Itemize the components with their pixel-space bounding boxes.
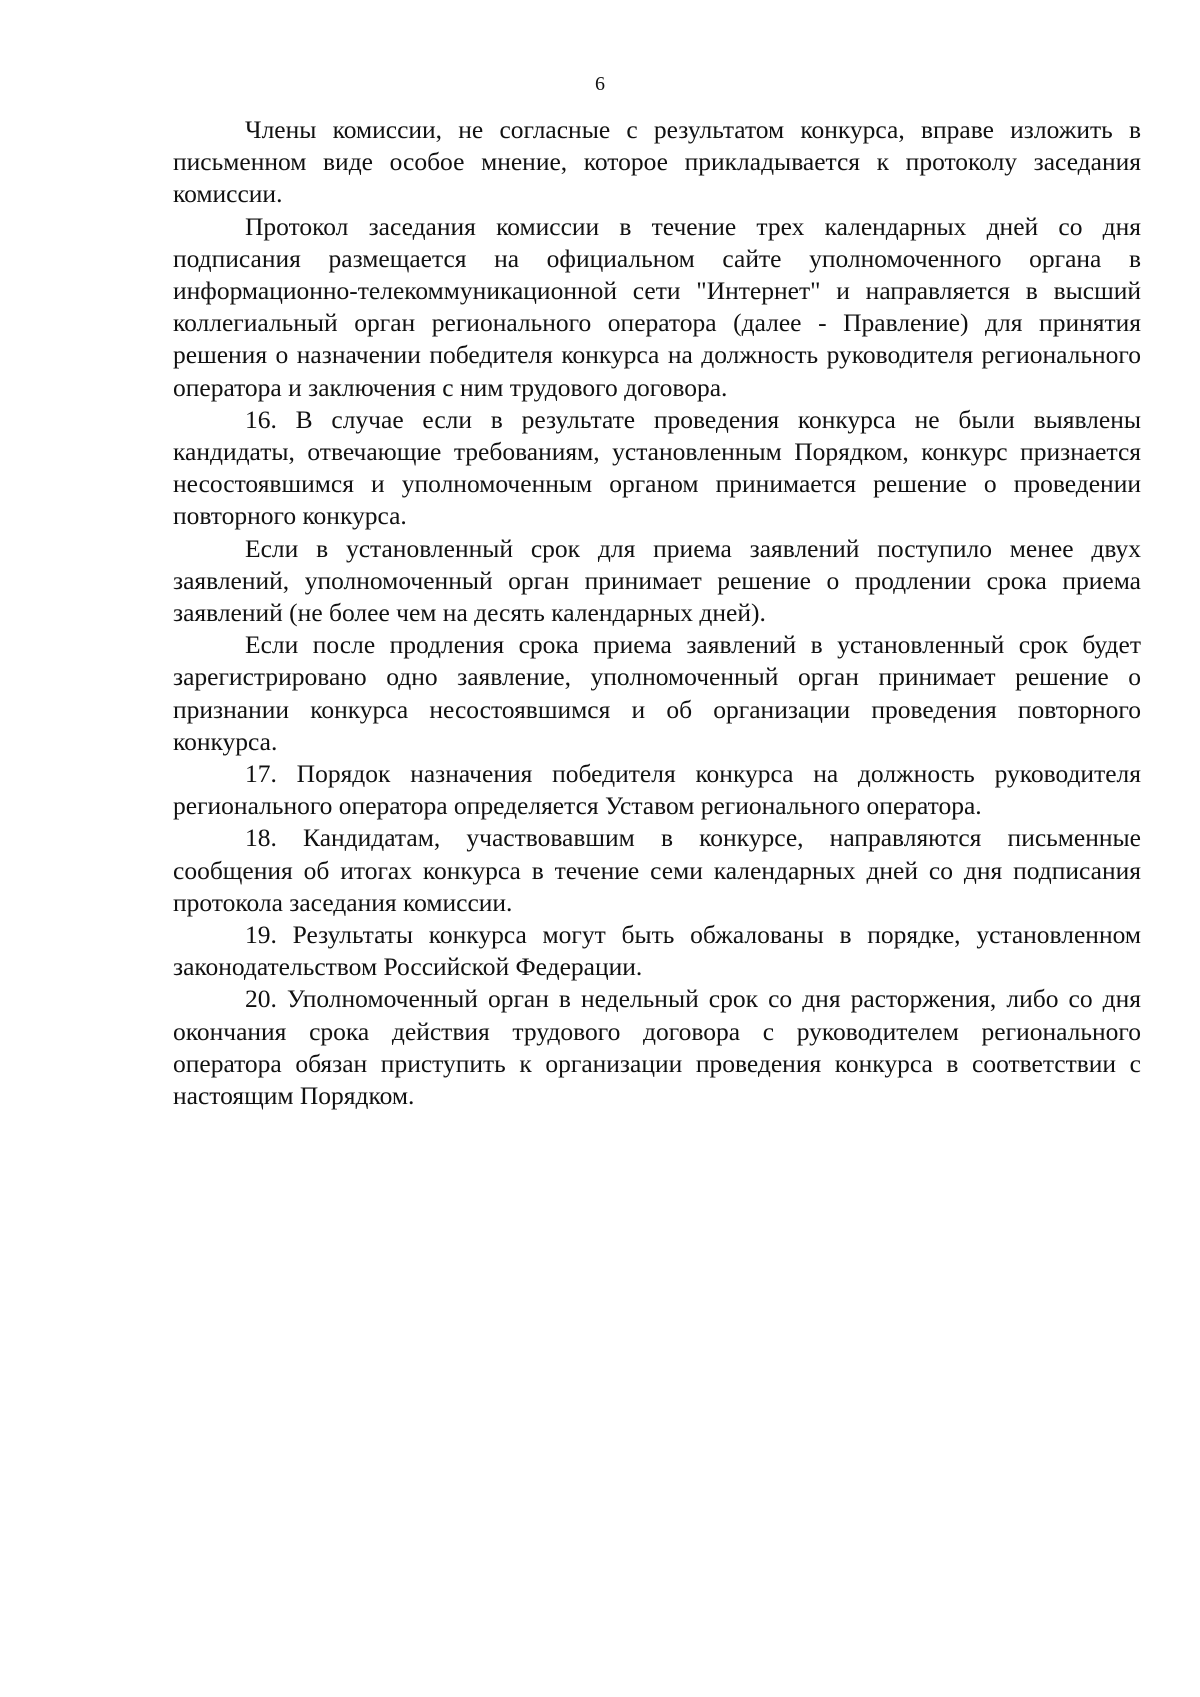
paragraph-dissenting-opinion: Члены комиссии, не согласные с результатом конкурса, вправе изложить в письменном виде особое мнение, которое прикладывается к протоколу заседания комиссии. — [173, 115, 1141, 209]
document-body — [173, 114, 1141, 1112]
paragraph-item-18: 18. Кандидатам, участвовавшим в конкурсе, направляются письменные сообщения об итогах конкурса в течение семи календарных дней со дня подписания протокола заседания комиссии. — [173, 823, 1141, 917]
paragraph-item-19: 19. Результаты конкурса могут быть обжалованы в порядке, установленном законодательством Российской Федерации. — [173, 920, 1141, 982]
paragraph-extension-of-term: Если в установленный срок для приема заявлений поступило менее двух заявлений, уполномоченный орган принимает решение о продлении срока приема заявлений (не более чем на десять календарных дней). — [173, 533, 1141, 628]
page-number: 6 — [595, 73, 605, 95]
paragraph-protocol-publication: Протокол заседания комиссии в течение трех календарных дней со дня подписания размещается на официальном сайте уполномоченного органа в информационно-телекоммуникационной сети "Интернет" и направляется в высший коллегиальный орган регионального оператора (далее - Правление) для принятия решения о назначении победителя конкурса на должность руководителя регионального оператора и заключения с ним трудового договора. — [173, 211, 1141, 402]
paragraph-item-17: 17. Порядок назначения победителя конкурса на должность руководителя регионального оператора определяется Уставом регионального оператора. — [173, 759, 1141, 821]
paragraph-single-application: Если после продления срока приема заявлений в установленный срок будет зарегистрировано одно заявление, уполномоченный орган принимает решение о признании конкурса несостоявшимся и об организации проведения повторного конкурса. — [173, 630, 1141, 756]
paragraph-item-16: 16. В случае если в результате проведения конкурса не были выявлены кандидаты, отвечающие требованиям, установленным Порядком, конкурс признается несостоявшимся и уполномоченным органом принимается решение о проведении повторного конкурса. — [173, 404, 1141, 531]
paragraph-item-20: 20. Уполномоченный орган в недельный срок со дня расторжения, либо со дня окончания срока действия трудового договора с руководителем регионального оператора обязан приступить к организации проведения конкурса в соответствии с настоящим Порядком. — [173, 984, 1141, 1111]
